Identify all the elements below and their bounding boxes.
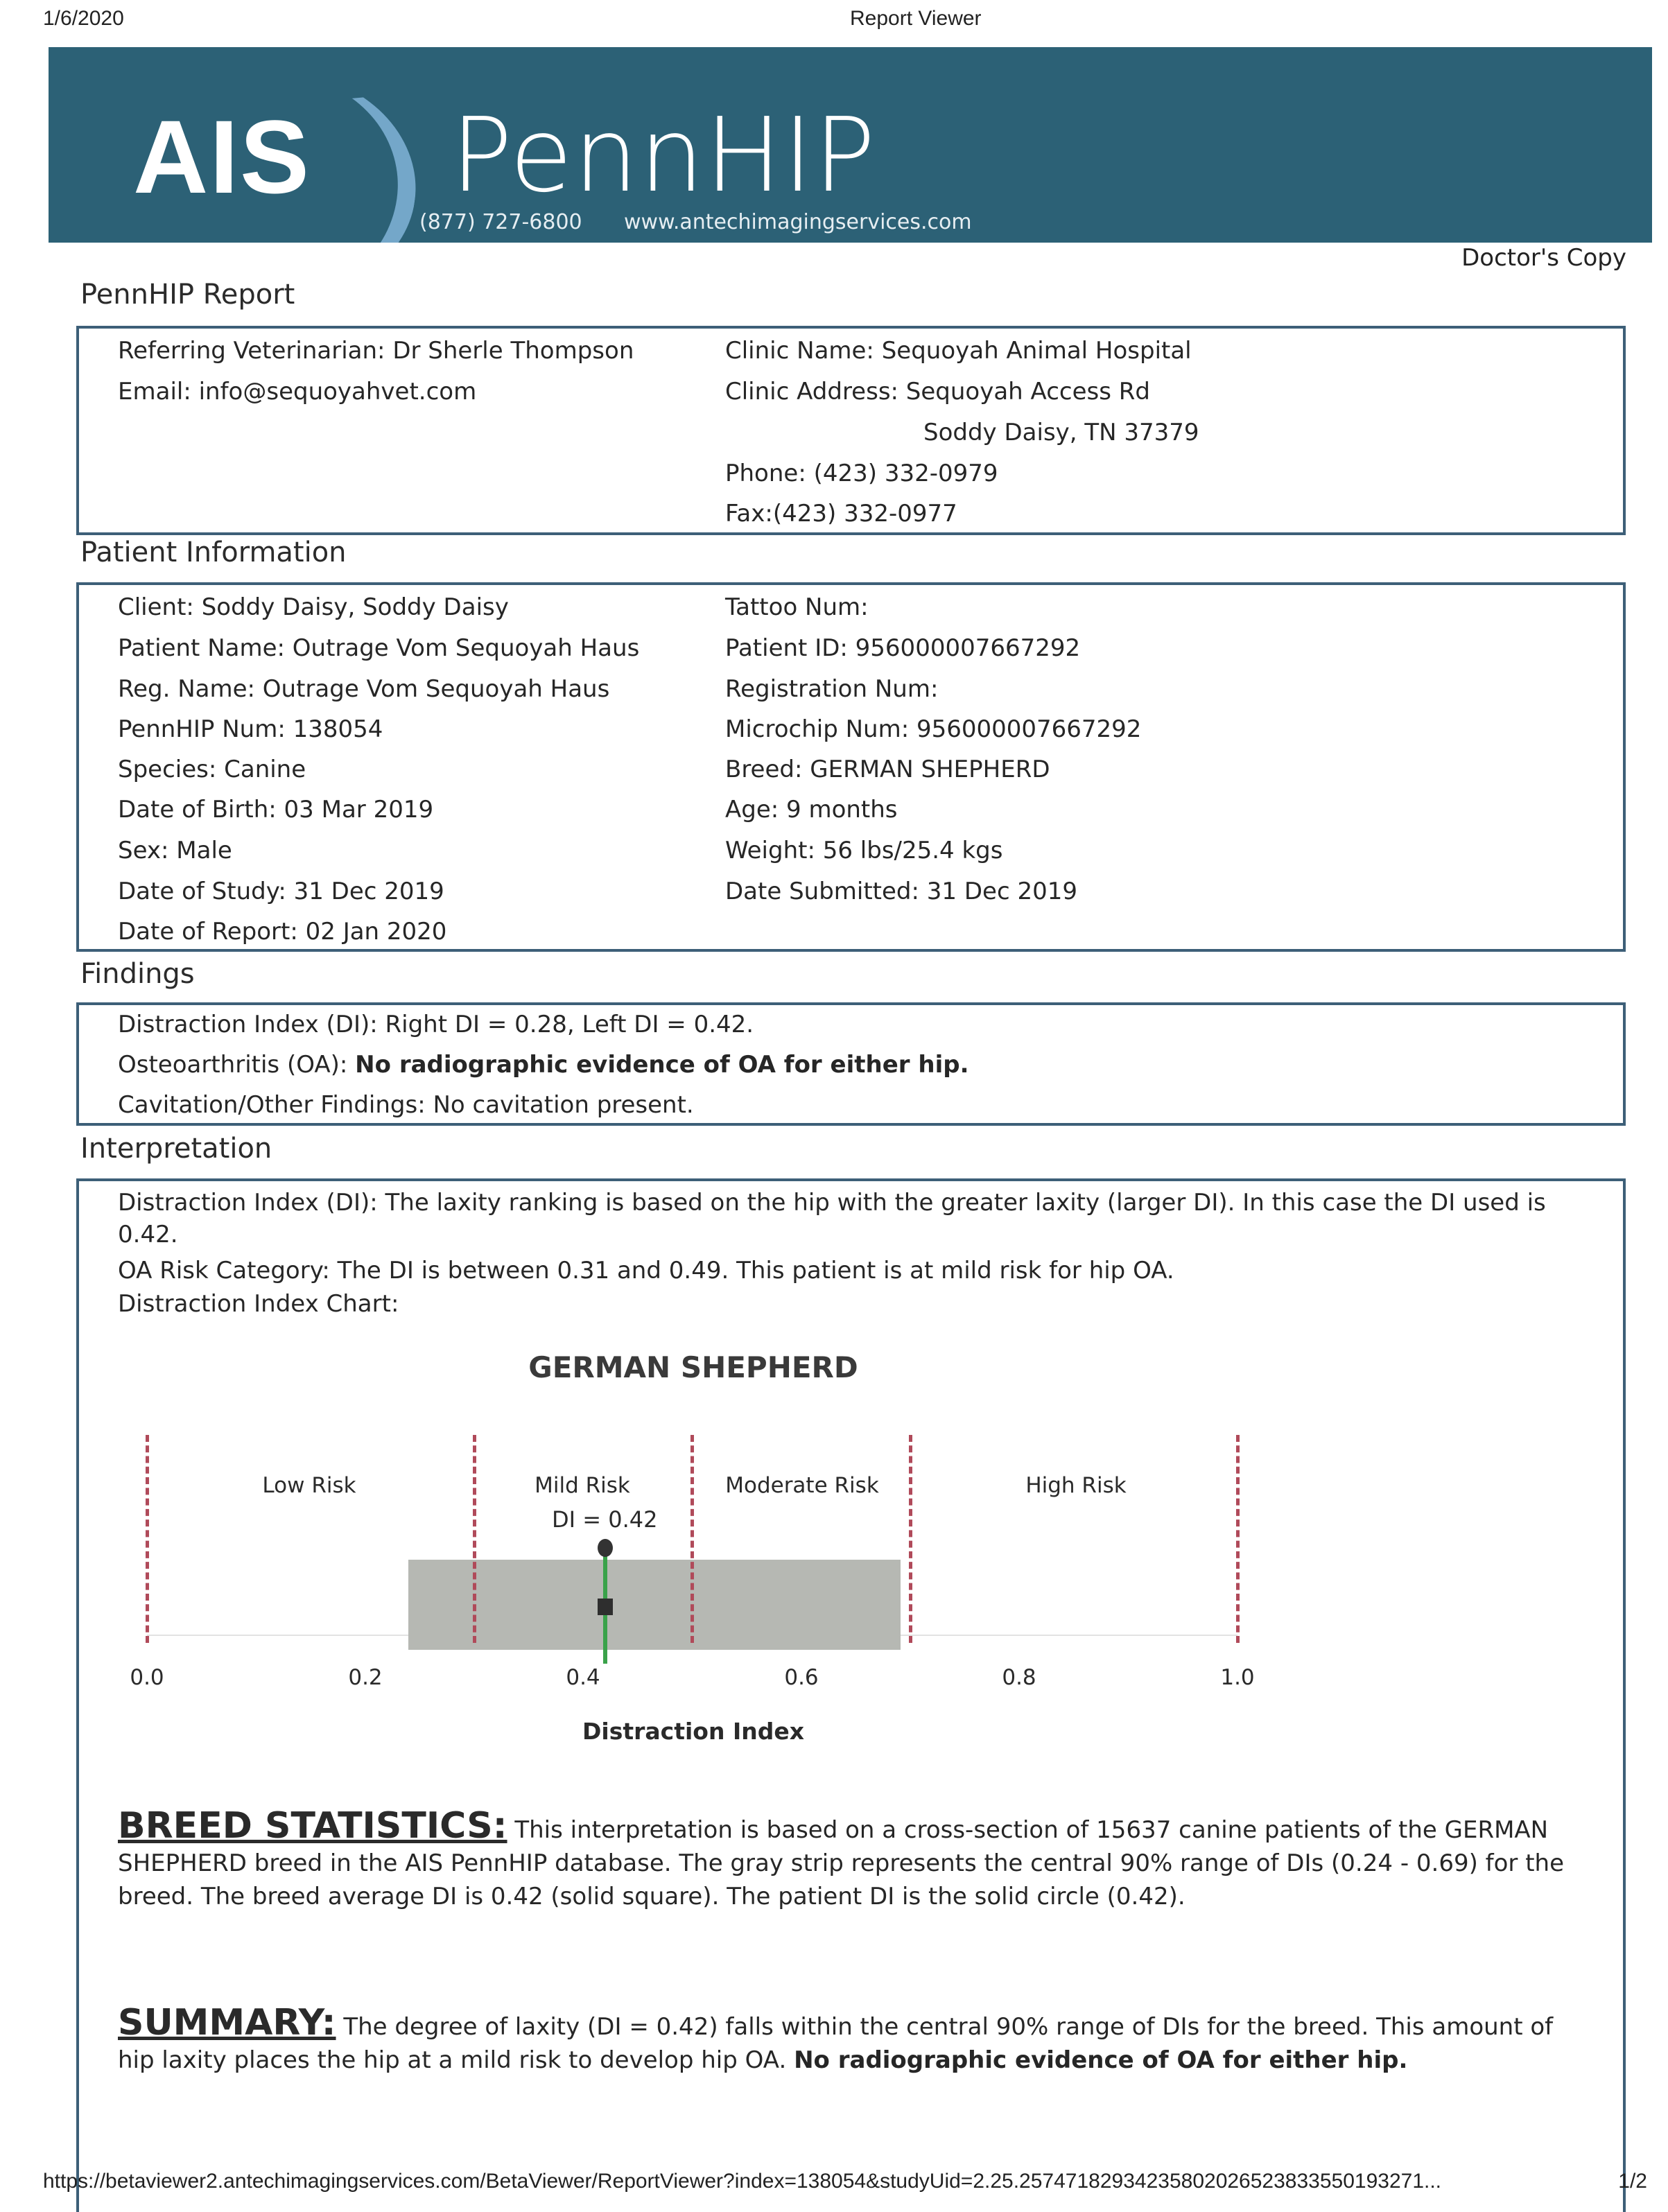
- findings-di: Distraction Index (DI): Right DI = 0.28, Left DI = 0.42.: [118, 1011, 754, 1038]
- breed-average-square-icon: [598, 1599, 613, 1615]
- x-tick: 0.4: [566, 1665, 600, 1690]
- summary-bold-text: No radiographic evidence of OA for either hip.: [794, 2046, 1408, 2074]
- patient-field: Date Submitted: 31 Dec 2019: [725, 878, 1077, 905]
- patient-box: [76, 582, 1626, 952]
- zone-label-mild: Mild Risk: [535, 1473, 630, 1498]
- breed-statistics: [118, 1805, 1584, 1913]
- zone-label-high: High Risk: [1025, 1473, 1127, 1498]
- patient-field: Client: Soddy Daisy, Soddy Daisy: [118, 593, 509, 621]
- x-tick: 1.0: [1220, 1665, 1255, 1690]
- interpretation-oa-risk: OA Risk Category: The DI is between 0.31 and 0.49. This patient is at mild risk for hip OA.: [118, 1257, 1174, 1284]
- x-tick: 0.8: [1002, 1665, 1036, 1690]
- zone-line-1.0: [1236, 1435, 1240, 1643]
- findings-oa-value: No radiographic evidence of OA for either hip.: [355, 1051, 969, 1079]
- ais-pennhip-banner: [49, 47, 1652, 243]
- clinic-name: Clinic Name: Sequoyah Animal Hospital: [725, 337, 1192, 365]
- x-tick: 0.0: [130, 1665, 164, 1690]
- logo-pennhip: PennHIP: [451, 96, 876, 215]
- breed-90pct-range-strip: [408, 1560, 901, 1650]
- interpretation-chart-label: Distraction Index Chart:: [118, 1290, 399, 1318]
- findings-box: [76, 1002, 1626, 1126]
- patient-field: Registration Num:: [725, 675, 939, 703]
- findings-cavitation: Cavitation/Other Findings: No cavitation present.: [118, 1091, 694, 1119]
- chart-title: GERMAN SHEPHERD: [528, 1350, 858, 1384]
- patient-field: PennHIP Num: 138054: [118, 715, 383, 743]
- summary: [118, 2002, 1584, 2077]
- breed-statistics-heading: BREED STATISTICS:: [118, 1805, 507, 1847]
- patient-field: Age: 9 months: [725, 796, 898, 824]
- clinic-address-line2: Soddy Daisy, TN 37379: [923, 419, 1199, 446]
- patient-field: Date of Birth: 03 Mar 2019: [118, 796, 434, 824]
- summary-text: The degree of laxity (DI = 0.42) falls within the central 90% range of DIs for the breed. This amount of hip laxity places the hip at a mild risk to develop hip OA.: [118, 2013, 1554, 2074]
- referring-vet: Referring Veterinarian: Dr Sherle Thompson: [118, 337, 634, 365]
- print-date: 1/6/2020: [43, 7, 124, 30]
- clinic-address: Clinic Address: Sequoyah Access Rd: [725, 378, 1150, 406]
- print-title: Report Viewer: [850, 7, 982, 30]
- patient-field: Microchip Num: 956000007667292: [725, 715, 1142, 743]
- interpretation-di: Distraction Index (DI): The laxity ranking is based on the hip with the greater laxity (larger DI). In this case the DI used is 0.42.: [118, 1189, 1546, 1248]
- patient-di-label: DI = 0.42: [552, 1506, 658, 1533]
- patient-field: Sex: Male: [118, 837, 232, 864]
- patient-field: Tattoo Num:: [725, 593, 869, 621]
- x-tick: 0.2: [348, 1665, 383, 1690]
- referral-box: [76, 326, 1626, 535]
- email: Email: info@sequoyahvet.com: [118, 378, 477, 406]
- zone-line-0.3: [473, 1435, 476, 1643]
- banner-website: www.antechimagingservices.com: [624, 210, 972, 234]
- zone-line-0.5: [690, 1435, 694, 1643]
- x-axis-label: Distraction Index: [582, 1718, 805, 1745]
- zone-label-low: Low Risk: [262, 1473, 356, 1498]
- section-title-report: PennHIP Report: [80, 279, 295, 311]
- clinic-phone: Phone: (423) 332-0979: [725, 460, 998, 487]
- doctors-copy-label: Doctor's Copy: [1461, 244, 1626, 272]
- zone-label-moderate: Moderate Risk: [725, 1473, 879, 1498]
- findings-oa-label: Osteoarthritis (OA):: [118, 1051, 356, 1079]
- zone-line-0.7: [909, 1435, 912, 1643]
- findings-oa: [118, 1051, 968, 1079]
- footer-url[interactable]: https://betaviewer2.antechimagingservices.com/BetaViewer/ReportViewer?index=138054&studyUid=2.25.257471829342358020265238335501932​71...: [43, 2170, 1442, 2193]
- patient-field: Date of Study: 31 Dec 2019: [118, 878, 444, 905]
- patient-di-circle-icon: [598, 1539, 613, 1557]
- patient-field: Patient Name: Outrage Vom Sequoyah Haus: [118, 634, 640, 662]
- clinic-fax: Fax:(423) 332-0977: [725, 500, 957, 528]
- patient-field: Patient ID: 956000007667292: [725, 634, 1081, 662]
- logo-ais: AIS: [133, 98, 311, 215]
- zone-line-0.0: [146, 1435, 149, 1643]
- patient-field: Breed: GERMAN SHEPHERD: [725, 756, 1050, 783]
- distraction-index-chart: [111, 1338, 1393, 1754]
- summary-heading: SUMMARY:: [118, 2002, 336, 2044]
- patient-field: Weight: 56 lbs/25.4 kgs: [725, 837, 1003, 864]
- patient-field: Date of Report: 02 Jan 2020: [118, 918, 447, 946]
- section-title-findings: Findings: [80, 958, 195, 990]
- patient-field: Reg. Name: Outrage Vom Sequoyah Haus: [118, 675, 610, 703]
- breed-statistics-text: This interpretation is based on a cross-section of 15637 canine patients of the GERMAN SHEPHERD breed in the AIS PennHIP database. The gray strip represents the central 90% range of DIs (0.24 - 0.69) for the breed. The breed average DI is 0.42 (solid square). The patient DI is the solid circle (0.42).: [118, 1816, 1565, 1910]
- banner-phone: (877) 727-6800: [419, 210, 582, 234]
- x-tick: 0.6: [784, 1665, 819, 1690]
- patient-field: Species: Canine: [118, 756, 306, 783]
- section-title-patient: Patient Information: [80, 537, 347, 568]
- page-number: 1/2: [1618, 2170, 1647, 2193]
- section-title-interpretation: Interpretation: [80, 1133, 272, 1165]
